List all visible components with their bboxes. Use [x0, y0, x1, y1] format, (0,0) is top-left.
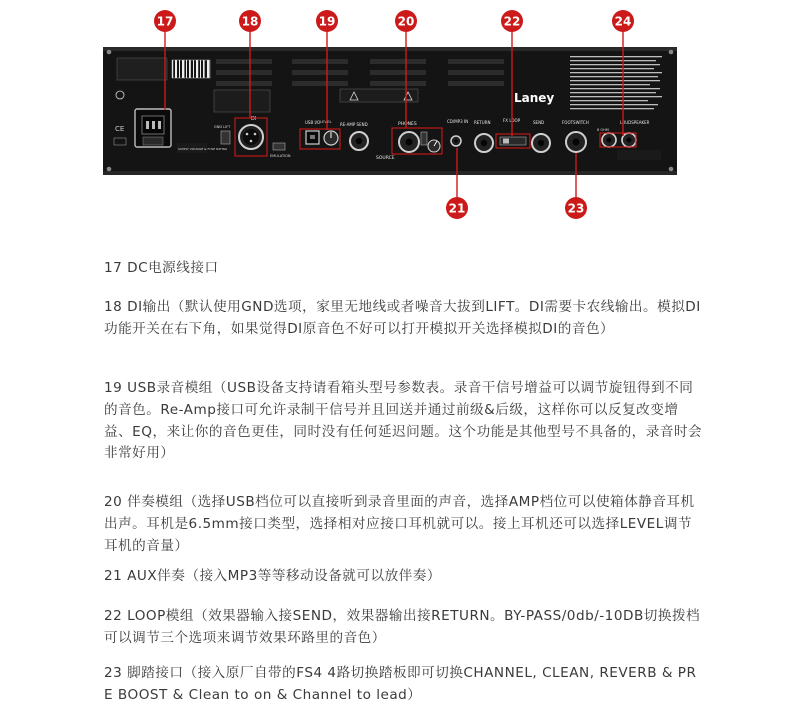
callout-18: [239, 10, 261, 32]
svg-text:SEND: SEND: [533, 120, 545, 125]
callout-22: [501, 10, 523, 32]
amp-rear-panel-figure: [0, 0, 790, 230]
svg-text:USB I/O: USB I/O: [305, 120, 321, 125]
item-18-di-output: 18 DI输出（默认使用GND选项，家里无地线或者噪音大拔到LIFT。DI需要卡农线输出。模拟DI功能开关在右下角，如果觉得DI原音色不好可以打开模拟开关选择模拟DI的音色）: [104, 299, 701, 337]
svg-text:FOOTSWITCH: FOOTSWITCH: [562, 120, 589, 125]
svg-text:SUPPLY VOLTAGE & FUSE RATING: SUPPLY VOLTAGE & FUSE RATING: [178, 147, 228, 151]
source-switch[interactable]: [421, 132, 427, 145]
svg-text:DI: DI: [251, 116, 257, 122]
svg-text:RETURN: RETURN: [474, 120, 491, 125]
svg-text:20: 20: [397, 14, 415, 29]
svg-text:GND LIFT: GND LIFT: [214, 125, 231, 129]
svg-text:EMULATION: EMULATION: [270, 154, 291, 158]
item-17-dc-power: 17 DC电源线接口: [104, 260, 219, 276]
svg-text:PHONES: PHONES: [398, 122, 417, 127]
gnd-lift-switch[interactable]: [221, 131, 230, 144]
svg-text:24: 24: [614, 14, 632, 29]
ce-icon: [115, 125, 124, 133]
item-23-footswitch: 23 脚踏接口（接入原厂自带的FS4 4路切换踏板即可切换CHANNEL, CLEAN, REVERB & PRE BOOST & Clean to on & Channel to lead）: [104, 665, 697, 703]
callout-20: [395, 10, 417, 32]
svg-text:22: 22: [503, 14, 521, 29]
brand-logo: Laney: [514, 91, 555, 105]
svg-text:CD/MP3 IN: CD/MP3 IN: [447, 119, 469, 124]
callout-21: [446, 197, 468, 219]
svg-text:23: 23: [567, 201, 585, 216]
svg-text:CE: CE: [115, 125, 125, 133]
callout-24: [612, 10, 634, 32]
svg-text:FX LOOP: FX LOOP: [503, 118, 521, 123]
svg-text:18: 18: [241, 14, 259, 29]
item-22-loop-module: 22 LOOP模组（效果器输入接SEND，效果器输出接RETURN。BY-PASS/0db/-10DB切换拨档可以调节三个选项来调节效果环路里的音色）: [104, 608, 701, 646]
callout-23: [565, 197, 587, 219]
svg-text:LOUDSPEAKER: LOUDSPEAKER: [620, 120, 650, 125]
svg-text:8 OHM: 8 OHM: [597, 128, 609, 132]
svg-text:SOURCE: SOURCE: [376, 156, 395, 161]
svg-text:LEVEL: LEVEL: [320, 119, 332, 124]
item-21-aux: 21 AUX伴奏（接入MP3等等移动设备就可以放伴奏）: [104, 568, 441, 584]
emulation-switch[interactable]: [273, 143, 285, 150]
callout-19: [316, 10, 338, 32]
item-20-playback-module: 20 伴奏模组（选择USB档位可以直接听到录音里面的声音，选择AMP档位可以使箱体静音耳机出声。耳机是6.5mm接口类型，选择相对应接口耳机就可以。接上耳机还可以选择LEVEL调节耳机的音量）: [104, 494, 695, 554]
svg-text:21: 21: [448, 201, 466, 216]
item-19-usb-recording: 19 USB录音模组（USB设备支持请看箱头型号参数表。录音干信号增益可以调节旋钮得到不同的音色。Re-Amp接口可允许录制干信号并且回送并通过前级&后级，这样你可以反复改变增益、EQ，来让你的音色更佳，同时没有任何延迟问题。这个功能是其他型号不具备的，录音时会非常好用）: [104, 380, 703, 462]
svg-text:17: 17: [156, 14, 174, 29]
svg-text:RE-AMP SEND: RE-AMP SEND: [340, 122, 368, 127]
svg-text:19: 19: [318, 14, 336, 29]
callout-17: [154, 10, 176, 32]
